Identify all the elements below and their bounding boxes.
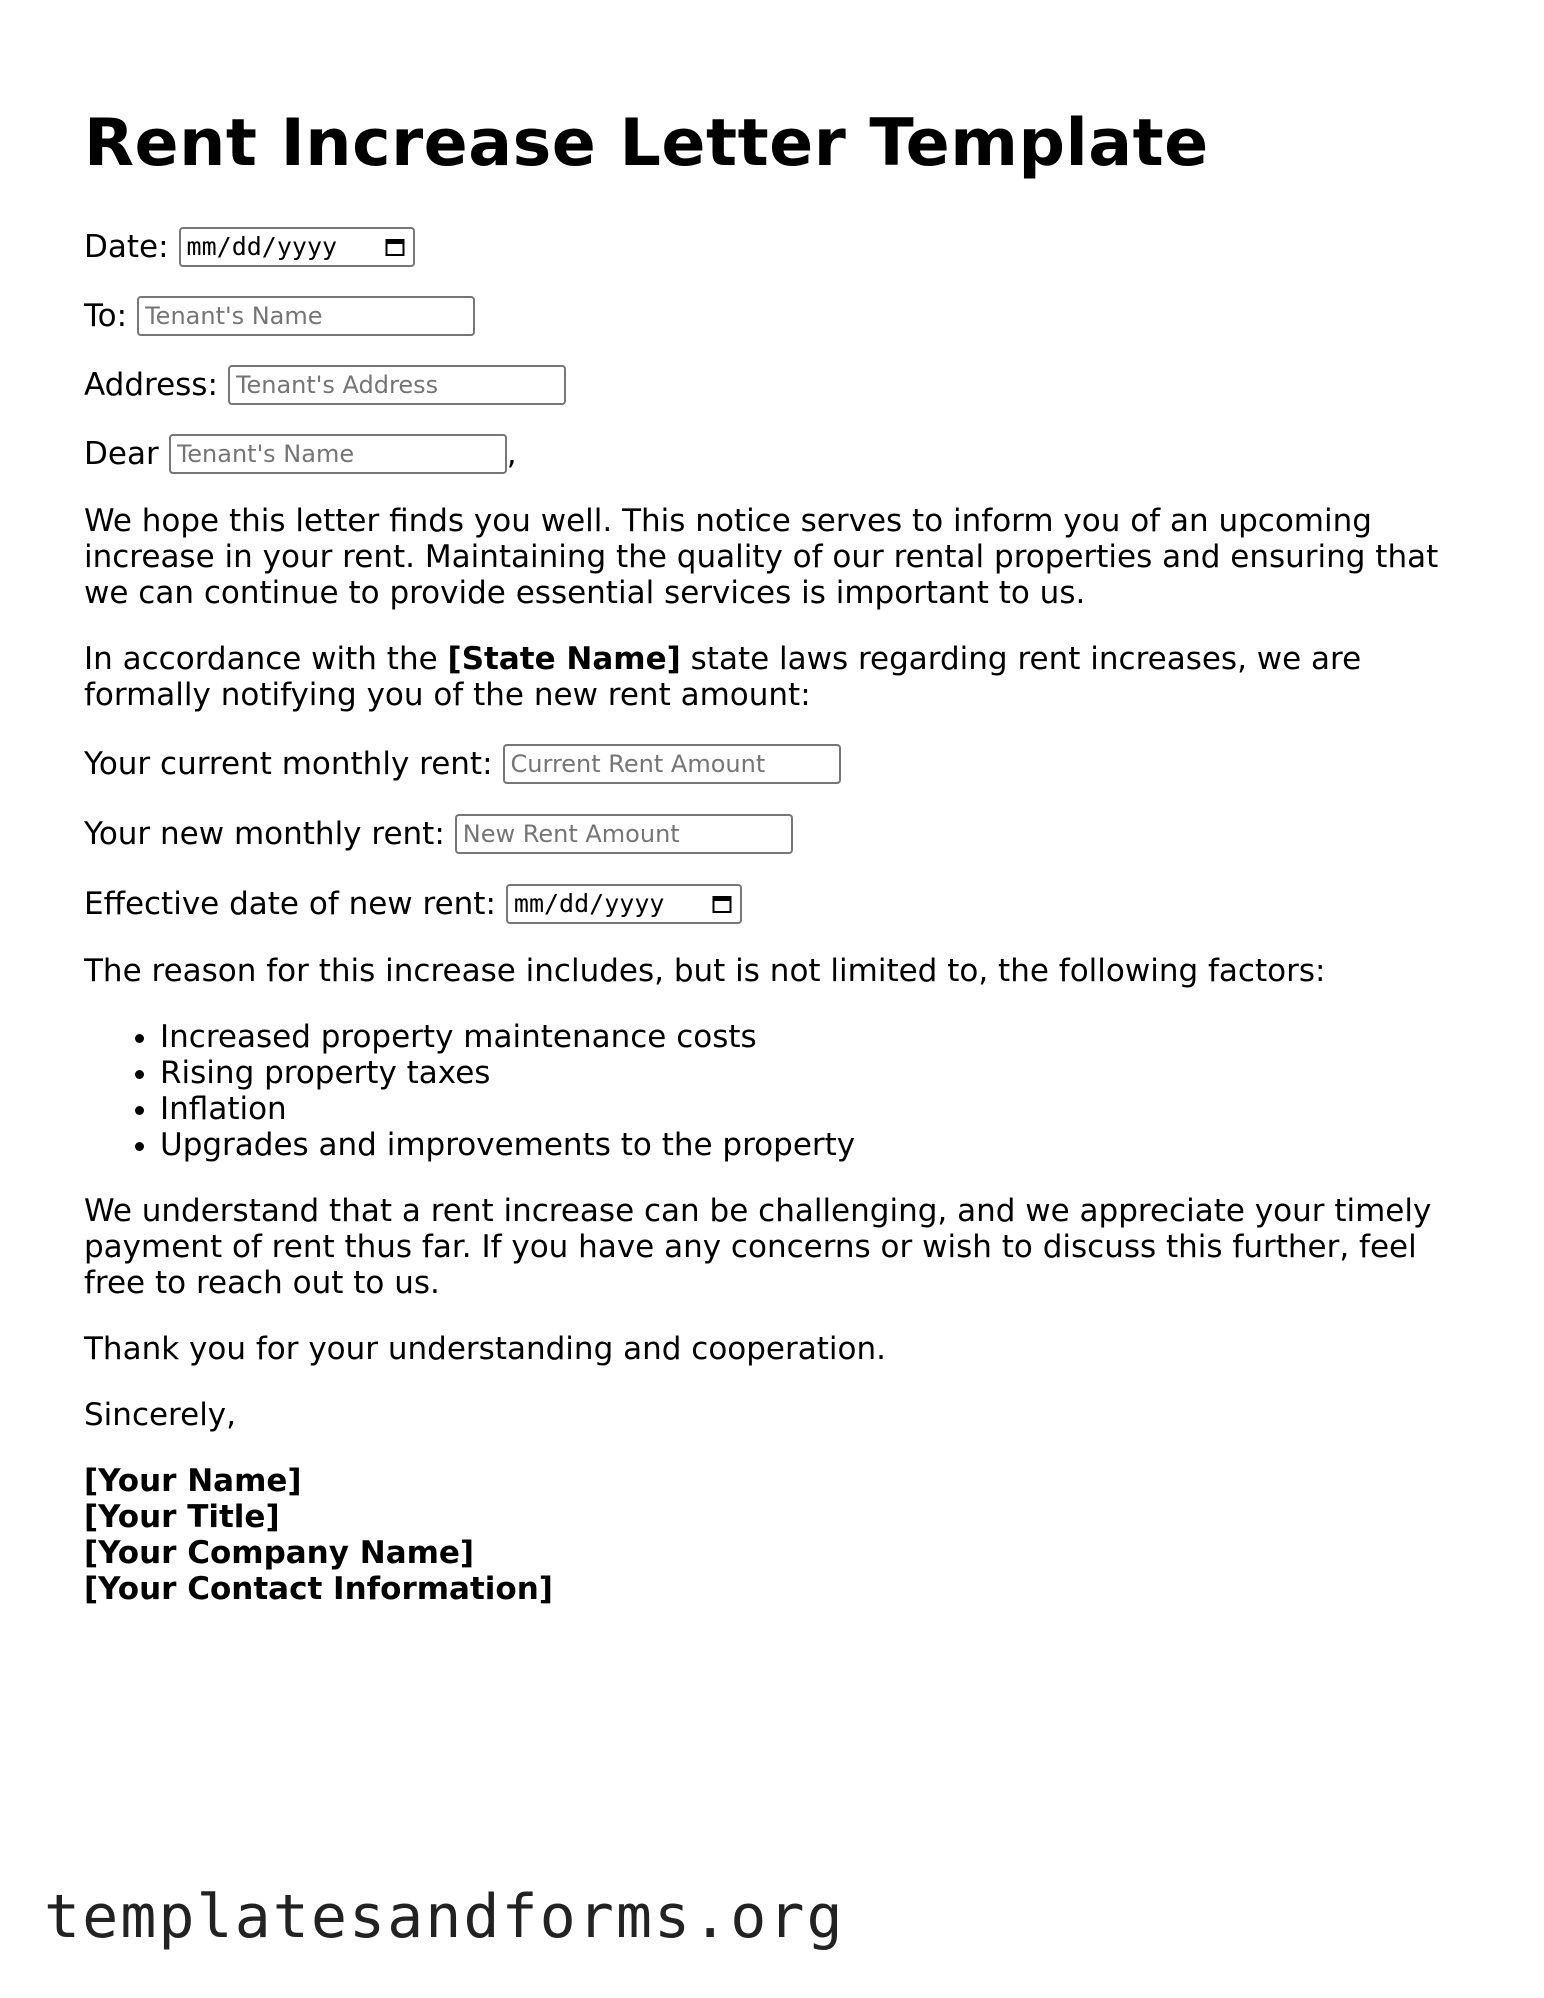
to-row: [84, 297, 1464, 335]
state-name: [State Name]: [447, 641, 681, 677]
salutation-name-input[interactable]: [169, 434, 507, 474]
date-input[interactable]: [179, 227, 415, 267]
accordance-paragraph: [84, 641, 1464, 713]
reason-list: [84, 1019, 1464, 1163]
accordance-text-before: In accordance with the: [84, 641, 448, 677]
intro-paragraph: We hope this letter finds you well. This notice serves to inform you of an upcoming increase in your rent. Maintaining the quality of our rental properties and ensuring that we can continue to provide essential services is important to us.: [84, 503, 1439, 611]
address-label: Address:: [84, 367, 218, 403]
signature-title: [Your Title]: [84, 1499, 280, 1535]
to-label: To:: [84, 298, 128, 334]
date-label: Date:: [84, 229, 169, 265]
address-row: [84, 366, 1464, 404]
date-input-placeholder: mm/dd/yyyy: [186, 232, 338, 261]
dear-comma: ,: [506, 436, 517, 472]
dear-row: [84, 435, 1464, 473]
understanding-paragraph: We understand that a rent increase can be challenging, and we appreciate your timely payment of rent thus far. If you have any concerns or wish to discuss this further, feel free to reach out to us.: [84, 1193, 1432, 1301]
current-rent-label: Your current monthly rent:: [84, 746, 493, 782]
watermark: templatesandforms.org: [44, 1882, 845, 1952]
dear-label: Dear: [84, 436, 159, 472]
current-rent-row: [84, 745, 1464, 783]
calendar-icon[interactable]: [712, 894, 732, 914]
list-item: • Increased property maintenance costs: [160, 1019, 1464, 1055]
accordance-text-after: state laws regarding rent increases, we are formally notifying you of the new rent amount:: [84, 641, 1362, 713]
list-item: • Rising property taxes: [160, 1055, 1464, 1091]
effective-date-input[interactable]: [506, 884, 742, 924]
tenant-address-input[interactable]: [228, 365, 566, 405]
calendar-icon[interactable]: [385, 237, 405, 257]
page-title: Rent Increase Letter Template: [84, 106, 1209, 181]
closing: Sincerely,: [84, 1397, 237, 1433]
date-row: [84, 228, 1464, 266]
new-rent-label: Your new monthly rent:: [84, 816, 445, 852]
signature-company: [Your Company Name]: [84, 1535, 475, 1571]
tenant-name-input[interactable]: [137, 296, 475, 336]
signature-block: [84, 1463, 1464, 1607]
reason-intro: The reason for this increase includes, but is not limited to, the following factors:: [84, 953, 1326, 989]
new-rent-row: [84, 815, 1464, 853]
effective-date-placeholder: mm/dd/yyyy: [513, 889, 665, 918]
list-item: • Upgrades and improvements to the property: [160, 1127, 1464, 1163]
signature-contact: [Your Contact Information]: [84, 1571, 553, 1607]
thanks-paragraph: Thank you for your understanding and cooperation.: [84, 1331, 886, 1367]
signature-name: [Your Name]: [84, 1463, 302, 1499]
effective-date-label: Effective date of new rent:: [84, 886, 496, 922]
effective-date-row: [84, 885, 1464, 923]
current-rent-input[interactable]: [503, 744, 841, 784]
letter-page: [84, 0, 1464, 1607]
new-rent-input[interactable]: [455, 814, 793, 854]
list-item: • Inflation: [160, 1091, 1464, 1127]
